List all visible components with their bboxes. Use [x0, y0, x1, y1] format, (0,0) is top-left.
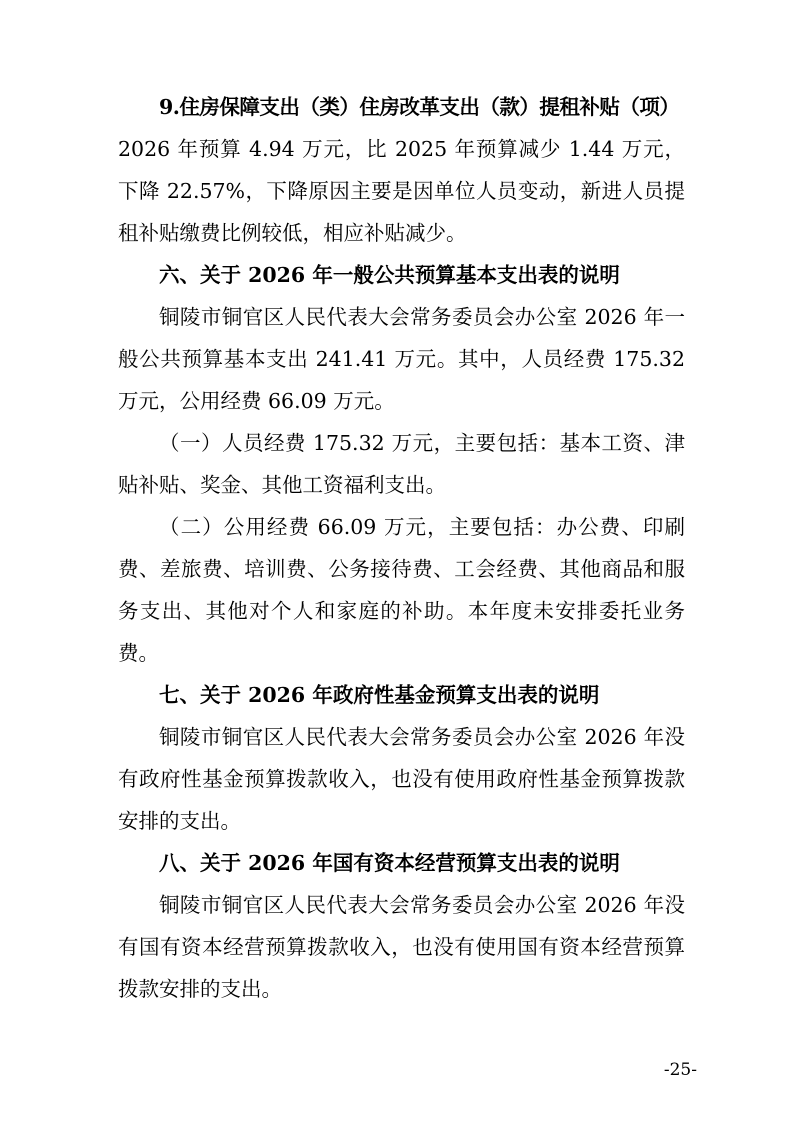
section-paragraph-six-item-1: （一）人员经费 175.32 万元，主要包括：基本工资、津贴补贴、奖金、其他工资福利支出。 [118, 431, 685, 497]
document-body [118, 86, 685, 1010]
section-paragraph-eight: 铜陵市铜官区人民代表大会常务委员会办公室 2026 年没有国有资本经营预算拨款收入，也没有使用国有资本经营预算拨款安排的支出。 [118, 893, 685, 1001]
section-heading-9: 9.住房保障支出（类）住房改革支出（款）提租补贴（项） [159, 95, 680, 119]
section-paragraph-six-item-2: （二）公用经费 66.09 万元，主要包括：办公费、印刷费、差旅费、培训费、公务接待费、工会经费、其他商品和服务支出、其他对个人和家庭的补助。本年度未安排委托业务费。 [118, 515, 685, 665]
section-paragraph-six: 铜陵市铜官区人民代表大会常务委员会办公室 2026 年一般公共预算基本支出 241.41 万元。其中，人员经费 175.32 万元，公用经费 66.09 万元。 [118, 305, 685, 413]
section-paragraph-seven: 铜陵市铜官区人民代表大会常务委员会办公室 2026 年没有政府性基金预算拨款收入，也没有使用政府性基金预算拨款安排的支出。 [118, 725, 685, 833]
section-heading-six: 六、关于 2026 年一般公共预算基本支出表的说明 [159, 263, 620, 287]
section-heading-seven: 七、关于 2026 年政府性基金预算支出表的说明 [159, 683, 600, 707]
page-number: -25- [663, 1060, 697, 1080]
section-heading-eight: 八、关于 2026 年国有资本经营预算支出表的说明 [159, 851, 620, 875]
section-paragraph-9: 2026 年预算 4.94 万元，比 2025 年预算减少 1.44 万元，下降 22.57%，下降原因主要是因单位人员变动，新进人员提租补贴缴费比例较低，相应补贴减少。 [118, 137, 685, 245]
